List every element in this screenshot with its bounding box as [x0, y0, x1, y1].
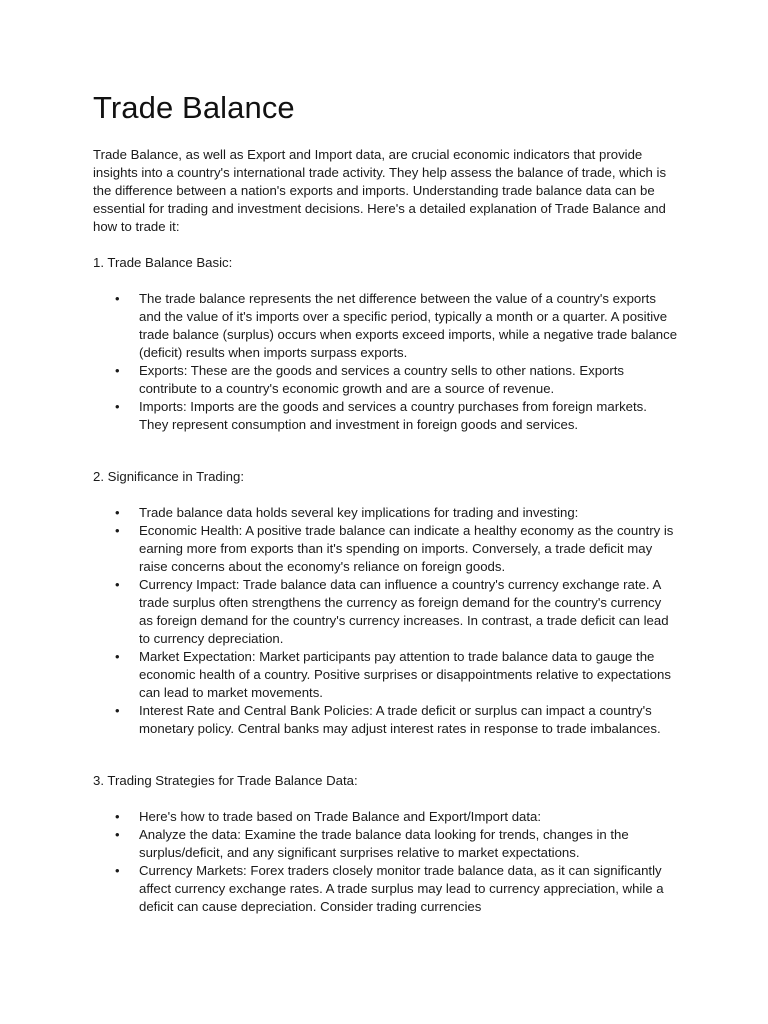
list-item [93, 398, 678, 434]
bullet-icon: • [115, 399, 120, 414]
list-item-text: Interest Rate and Central Bank Policies: A trade deficit or surplus can impact a country's monetary policy. Central banks may adjust interest rates in response to trade imbalances. [139, 703, 661, 736]
bullet-icon: • [115, 363, 120, 378]
list-item [93, 362, 678, 398]
list-item-text: The trade balance represents the net difference between the value of a country's exports and the value of it's imports over a specific period, typically a month or a quarter. A positive trade balance (surplus) occurs when exports exceed imports, while a negative trade balance (deficit) results when imports surpass exports. [139, 291, 678, 360]
list-item [93, 826, 678, 862]
bullet-icon: • [115, 649, 120, 664]
bullet-list [93, 808, 678, 916]
page-title: Trade Balance [93, 90, 295, 125]
bullet-icon: • [115, 505, 120, 520]
list-item [93, 808, 678, 826]
list-item-text: Imports: Imports are the goods and services a country purchases from foreign markets. They represent consumption and investment in foreign goods and services. [139, 399, 647, 432]
list-item [93, 576, 678, 648]
bullet-list [93, 290, 678, 434]
bullet-icon: • [115, 523, 120, 538]
list-item-text: Exports: These are the goods and services a country sells to other nations. Exports contribute to a country's economic growth and are a source of revenue. [139, 363, 625, 396]
section-heading: 1. Trade Balance Basic: [93, 255, 233, 270]
bullet-icon: • [115, 863, 120, 878]
list-item-text: Currency Impact: Trade balance data can influence a country's currency exchange rate. A trade surplus often strengthens the currency as foreign demand for the country's currency as foreign demand for the country's currency increases. In contrast, a trade deficit can lead to currency depreciation. [139, 577, 669, 646]
list-item-text: Market Expectation: Market participants pay attention to trade balance data to gauge the economic health of a country. Positive surprises or disappointments relative to expectations can lead to market movements. [139, 649, 671, 700]
intro-paragraph: Trade Balance, as well as Export and Import data, are crucial economic indicators that provide insights into a country's international trade activity. They help assess the balance of trade, which is the difference between a nation's exports and imports. Understanding trade balance data can be essential for trading and investment decisions. Here's a detailed explanation of Trade Balance and how to trade it: [93, 147, 667, 234]
section-heading: 2. Significance in Trading: [93, 469, 245, 484]
list-item [93, 504, 678, 522]
list-item-text: Analyze the data: Examine the trade balance data looking for trends, changes in the surplus/deficit, and any significant surprises relative to market expectations. [139, 827, 629, 860]
list-item [93, 290, 678, 362]
list-item-text: Economic Health: A positive trade balance can indicate a healthy economy as the country is earning more from exports than it's spending on imports. Conversely, a trade deficit may raise concerns about the economy's reliance on foreign goods. [139, 523, 674, 574]
bullet-icon: • [115, 809, 120, 824]
list-item [93, 648, 678, 702]
bullet-icon: • [115, 291, 120, 306]
bullet-icon: • [115, 703, 120, 718]
bullet-icon: • [115, 577, 120, 592]
bullet-icon: • [115, 827, 120, 842]
list-item-text: Here's how to trade based on Trade Balance and Export/Import data: [139, 809, 542, 824]
list-item [93, 702, 678, 738]
list-item-text: Trade balance data holds several key implications for trading and investing: [139, 505, 579, 520]
list-item-text: Currency Markets: Forex traders closely monitor trade balance data, as it can significantly affect currency exchange rates. A trade surplus may lead to currency appreciation, while a deficit can cause depreciation. Consider trading currencies [139, 863, 664, 914]
bullet-list [93, 504, 678, 738]
section-heading: 3. Trading Strategies for Trade Balance Data: [93, 773, 358, 788]
list-item [93, 862, 678, 916]
list-item [93, 522, 678, 576]
